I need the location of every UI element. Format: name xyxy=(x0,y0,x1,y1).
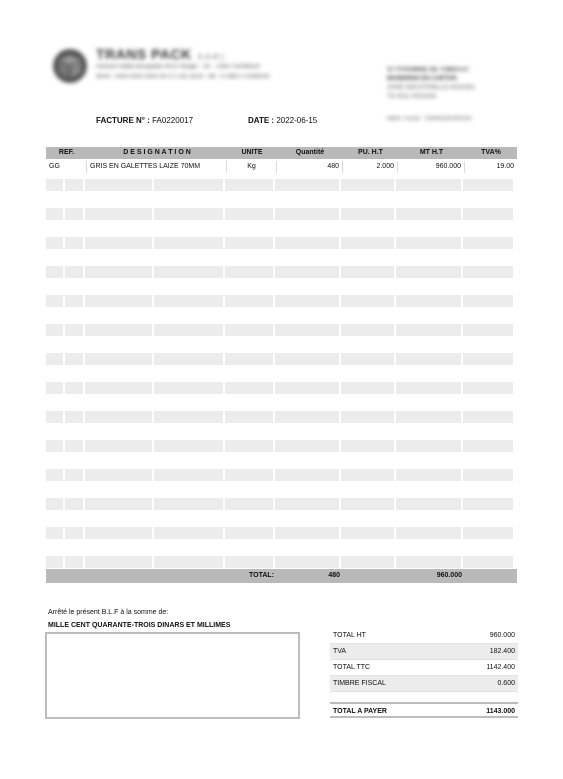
empty-cell xyxy=(341,382,394,394)
empty-row xyxy=(46,179,517,191)
invoice-number: FACTURE N° : FA0220017 xyxy=(96,116,194,125)
empty-cell xyxy=(46,556,63,568)
company-address: Avenue Habib Bourguiba 4010 Hergla - Tel : 73497750/98550 xyxy=(96,64,260,70)
empty-row xyxy=(46,556,517,568)
empty-cell xyxy=(341,498,394,510)
empty-cell xyxy=(154,469,223,481)
empty-cell xyxy=(65,266,83,278)
tva-value: 182.400 xyxy=(489,648,515,655)
empty-cell xyxy=(396,295,461,307)
amount-in-words: MILLE CENT QUARANTE-TROIS DINARS ET MILLIMES xyxy=(48,622,231,629)
empty-cell xyxy=(154,353,223,365)
totals-box xyxy=(330,628,518,692)
empty-cell xyxy=(463,527,513,539)
empty-cell xyxy=(275,353,339,365)
empty-cell xyxy=(65,440,83,452)
total-ttc-row xyxy=(330,660,518,676)
empty-cell xyxy=(463,498,513,510)
empty-cell xyxy=(46,469,63,481)
empty-cell xyxy=(463,556,513,568)
empty-cell xyxy=(396,411,461,423)
empty-cell xyxy=(341,266,394,278)
empty-cell xyxy=(65,469,83,481)
empty-cell xyxy=(225,556,273,568)
empty-cell xyxy=(85,527,152,539)
total-ttc-value: 1142.400 xyxy=(486,664,515,671)
empty-cell xyxy=(154,556,223,568)
empty-row xyxy=(46,237,517,249)
empty-cell xyxy=(396,556,461,568)
empty-cell xyxy=(341,179,394,191)
empty-cell xyxy=(341,469,394,481)
empty-cell xyxy=(341,208,394,220)
empty-cell xyxy=(463,411,513,423)
cell-designation: GRIS EN GALETTES LAIZE 70MM xyxy=(87,161,227,173)
empty-cell xyxy=(46,266,63,278)
empty-cell xyxy=(341,295,394,307)
empty-cell xyxy=(46,208,63,220)
empty-cell xyxy=(341,411,394,423)
client-name: ST PYRAMIDE DE TUBES ET xyxy=(387,67,470,73)
empty-row xyxy=(46,382,517,394)
empty-cell xyxy=(396,208,461,220)
empty-cell xyxy=(463,469,513,481)
empty-cell xyxy=(85,295,152,307)
empty-row xyxy=(46,353,517,365)
empty-rows xyxy=(46,179,517,568)
empty-cell xyxy=(341,440,394,452)
empty-cell xyxy=(65,556,83,568)
empty-cell xyxy=(396,237,461,249)
empty-cell xyxy=(225,266,273,278)
empty-cell xyxy=(85,440,152,452)
client-name-2: MANDRINS EN CARTON xyxy=(387,76,457,82)
empty-row xyxy=(46,527,517,539)
empty-cell xyxy=(225,527,273,539)
empty-cell xyxy=(46,411,63,423)
empty-row xyxy=(46,469,517,481)
empty-cell xyxy=(341,527,394,539)
timbre-label: TIMBRE FISCAL xyxy=(333,680,386,687)
empty-cell xyxy=(85,237,152,249)
total-mt-ht: 960.000 xyxy=(436,572,462,579)
empty-cell xyxy=(341,324,394,336)
total-ht-value: 960.000 xyxy=(489,632,515,639)
empty-cell xyxy=(463,382,513,394)
observations-box xyxy=(45,632,300,719)
total-ht-row xyxy=(330,628,518,644)
empty-cell xyxy=(85,179,152,191)
empty-cell xyxy=(65,208,83,220)
empty-cell xyxy=(275,266,339,278)
empty-cell xyxy=(46,382,63,394)
empty-cell xyxy=(85,469,152,481)
empty-cell xyxy=(65,353,83,365)
empty-row xyxy=(46,295,517,307)
empty-cell xyxy=(225,179,273,191)
empty-cell xyxy=(65,295,83,307)
empty-cell xyxy=(65,527,83,539)
empty-cell xyxy=(154,237,223,249)
empty-cell xyxy=(275,179,339,191)
col-unite: UNITE xyxy=(241,149,263,156)
empty-row xyxy=(46,324,517,336)
col-designation: D E S I G N A T I O N xyxy=(123,149,191,156)
company-bank-info: IBAN: TN59 0000 0000 4073 1782 5619 - MF: 073867/T/A/M/000 xyxy=(96,74,270,80)
empty-cell xyxy=(275,527,339,539)
empty-cell xyxy=(275,440,339,452)
total-pay-row xyxy=(330,702,518,718)
empty-cell xyxy=(65,382,83,394)
empty-cell xyxy=(154,498,223,510)
empty-cell xyxy=(85,324,152,336)
client-address: ZONE INDUSTRIELLE AKOUDA xyxy=(387,85,476,91)
cell-unite: Kg xyxy=(227,161,277,173)
empty-cell xyxy=(275,469,339,481)
total-label: TOTAL: xyxy=(248,572,274,579)
empty-cell xyxy=(341,556,394,568)
company-logo-icon xyxy=(52,48,88,84)
empty-cell xyxy=(65,498,83,510)
table-footer xyxy=(46,569,517,583)
col-pu-ht: PU. H.T xyxy=(358,149,383,156)
empty-cell xyxy=(396,266,461,278)
tva-label: TVA xyxy=(333,648,347,655)
empty-cell xyxy=(275,324,339,336)
empty-cell xyxy=(154,295,223,307)
empty-cell xyxy=(396,353,461,365)
table-row xyxy=(46,161,517,173)
empty-cell xyxy=(85,266,152,278)
total-pay-label: TOTAL A PAYER xyxy=(333,708,387,715)
empty-cell xyxy=(463,353,513,365)
col-ref: REF. xyxy=(58,149,75,156)
empty-cell xyxy=(154,382,223,394)
cell-quantite: 480 xyxy=(277,161,343,173)
empty-cell xyxy=(275,237,339,249)
empty-cell xyxy=(46,527,63,539)
empty-cell xyxy=(65,324,83,336)
empty-cell xyxy=(85,411,152,423)
empty-cell xyxy=(396,179,461,191)
empty-cell xyxy=(225,498,273,510)
empty-cell xyxy=(396,498,461,510)
total-pay-value: 1143.000 xyxy=(486,708,515,715)
empty-row xyxy=(46,440,517,452)
company-name: TRANS PACK S.A.R.L xyxy=(96,46,226,62)
empty-cell xyxy=(154,266,223,278)
cell-mt-ht: 960.000 xyxy=(398,161,465,173)
empty-cell xyxy=(46,179,63,191)
empty-cell xyxy=(396,469,461,481)
cell-tva: 19.00 xyxy=(496,163,514,170)
timbre-value: 0.600 xyxy=(497,680,515,687)
col-quantite: Quantité xyxy=(295,149,325,156)
invoice-date: DATE : 2022-06-15 xyxy=(248,116,318,125)
empty-cell xyxy=(463,324,513,336)
empty-cell xyxy=(396,527,461,539)
total-spacer xyxy=(343,569,398,583)
empty-cell xyxy=(396,382,461,394)
empty-cell xyxy=(463,208,513,220)
empty-cell xyxy=(463,440,513,452)
empty-cell xyxy=(396,324,461,336)
cell-ref: GG xyxy=(46,161,87,173)
items-table xyxy=(46,147,517,568)
empty-cell xyxy=(341,237,394,249)
empty-cell xyxy=(65,179,83,191)
empty-cell xyxy=(46,324,63,336)
empty-cell xyxy=(225,324,273,336)
client-fiscal-id: Ident. Fiscal : 1094429/A/M/000 xyxy=(387,116,472,122)
empty-cell xyxy=(85,353,152,365)
empty-cell xyxy=(275,295,339,307)
amount-label: Arrêté le présent B.L.F à la somme de: xyxy=(48,609,169,616)
client-block xyxy=(387,66,527,102)
timbre-row xyxy=(330,676,518,692)
empty-cell xyxy=(46,498,63,510)
empty-cell xyxy=(225,440,273,452)
empty-cell xyxy=(463,266,513,278)
empty-cell xyxy=(85,208,152,220)
empty-cell xyxy=(275,382,339,394)
empty-cell xyxy=(85,498,152,510)
empty-cell xyxy=(341,353,394,365)
empty-cell xyxy=(154,440,223,452)
total-ht-label: TOTAL HT xyxy=(333,632,366,639)
empty-cell xyxy=(275,411,339,423)
empty-cell xyxy=(463,237,513,249)
empty-cell xyxy=(154,324,223,336)
col-tva: TVA% xyxy=(481,149,501,156)
empty-cell xyxy=(275,208,339,220)
empty-cell xyxy=(65,411,83,423)
empty-cell xyxy=(225,208,273,220)
total-spacer-2 xyxy=(465,569,517,583)
empty-cell xyxy=(154,179,223,191)
col-mt-ht: MT H.T xyxy=(419,149,444,156)
empty-cell xyxy=(85,382,152,394)
total-ttc-label: TOTAL TTC xyxy=(333,664,371,671)
empty-cell xyxy=(46,237,63,249)
empty-cell xyxy=(275,498,339,510)
empty-cell xyxy=(65,237,83,249)
empty-cell xyxy=(225,237,273,249)
empty-cell xyxy=(225,411,273,423)
empty-row xyxy=(46,208,517,220)
empty-cell xyxy=(225,382,273,394)
empty-cell xyxy=(225,469,273,481)
empty-cell xyxy=(463,179,513,191)
empty-row xyxy=(46,266,517,278)
empty-cell xyxy=(46,353,63,365)
client-city: TN 4012 AKOUDA xyxy=(387,94,437,100)
cell-pu-ht: 2.000 xyxy=(343,161,398,173)
empty-cell xyxy=(154,527,223,539)
empty-cell xyxy=(225,353,273,365)
empty-cell xyxy=(463,295,513,307)
empty-cell xyxy=(275,556,339,568)
empty-cell xyxy=(154,411,223,423)
total-quantite: 480 xyxy=(328,572,340,579)
empty-cell xyxy=(46,440,63,452)
empty-row xyxy=(46,411,517,423)
empty-cell xyxy=(396,440,461,452)
empty-cell xyxy=(154,208,223,220)
table-header xyxy=(46,147,517,159)
empty-cell xyxy=(85,556,152,568)
empty-row xyxy=(46,498,517,510)
tva-row xyxy=(330,644,518,660)
empty-cell xyxy=(225,295,273,307)
empty-cell xyxy=(46,295,63,307)
